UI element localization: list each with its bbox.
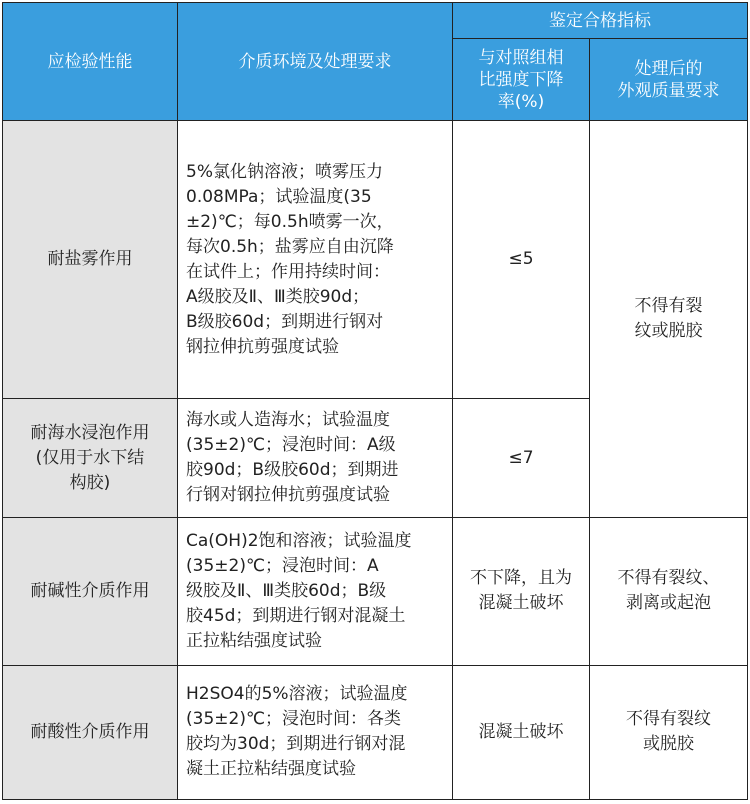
row-acid-appearance: 不得有裂纹 或脱胶 bbox=[590, 665, 748, 799]
row-salt-spray-condition: 5%氯化钠溶液；喷雾压力 0.08MPa；试验温度(35 ±2)℃；每0.5h喷雾一次， 每次0.5h；盐雾应自由沉降 在试件上；作用持续时间： A级胶及Ⅱ、Ⅲ类胶90d； B级胶60d；到期进行钢对 钢拉伸抗剪强度试验 bbox=[178, 121, 453, 399]
row-salt-spray-strength: ≤5 bbox=[453, 121, 590, 399]
row-salt-spray-performance: 耐盐雾作用 bbox=[3, 121, 178, 399]
header-condition: 介质环境及处理要求 bbox=[178, 3, 453, 121]
row-seawater-performance: 耐海水浸泡作用 (仅用于水下结 构胶) bbox=[3, 399, 178, 517]
acceptance-criteria-table bbox=[2, 2, 748, 800]
row-alkaline-condition: Ca(OH)2饱和溶液；试验温度 (35±2)℃；浸泡时间：A 级胶及Ⅱ、Ⅲ类胶60d；B级 胶45d；到期进行钢对混凝土 正拉粘结强度试验 bbox=[178, 517, 453, 665]
row-alkaline-performance: 耐碱性介质作用 bbox=[3, 517, 178, 665]
header-appearance: 处理后的 外观质量要求 bbox=[590, 39, 748, 121]
row-acid-performance: 耐酸性介质作用 bbox=[3, 665, 178, 799]
row-acid-strength: 混凝土破坏 bbox=[453, 665, 590, 799]
header-criteria: 鉴定合格指标 bbox=[453, 3, 748, 39]
merged-appearance-cell: 不得有裂 纹或脱胶 bbox=[590, 121, 748, 517]
row-alkaline-appearance: 不得有裂纹、 剥离或起泡 bbox=[590, 517, 748, 665]
row-alkaline-strength: 不下降，且为 混凝土破坏 bbox=[453, 517, 590, 665]
row-seawater-strength: ≤7 bbox=[453, 399, 590, 517]
row-seawater-condition: 海水或人造海水；试验温度 (35±2)℃；浸泡时间：A级 胶90d；B级胶60d；到期进 行钢对钢拉伸抗剪强度试验 bbox=[178, 399, 453, 517]
header-performance: 应检验性能 bbox=[3, 3, 178, 121]
header-strength-reduction: 与对照组相 比强度下降 率(%) bbox=[453, 39, 590, 121]
row-acid-condition: H2SO4的5%溶液；试验温度 (35±2)℃；浸泡时间：各类 胶均为30d；到期进行钢对混 凝土正拉粘结强度试验 bbox=[178, 665, 453, 799]
